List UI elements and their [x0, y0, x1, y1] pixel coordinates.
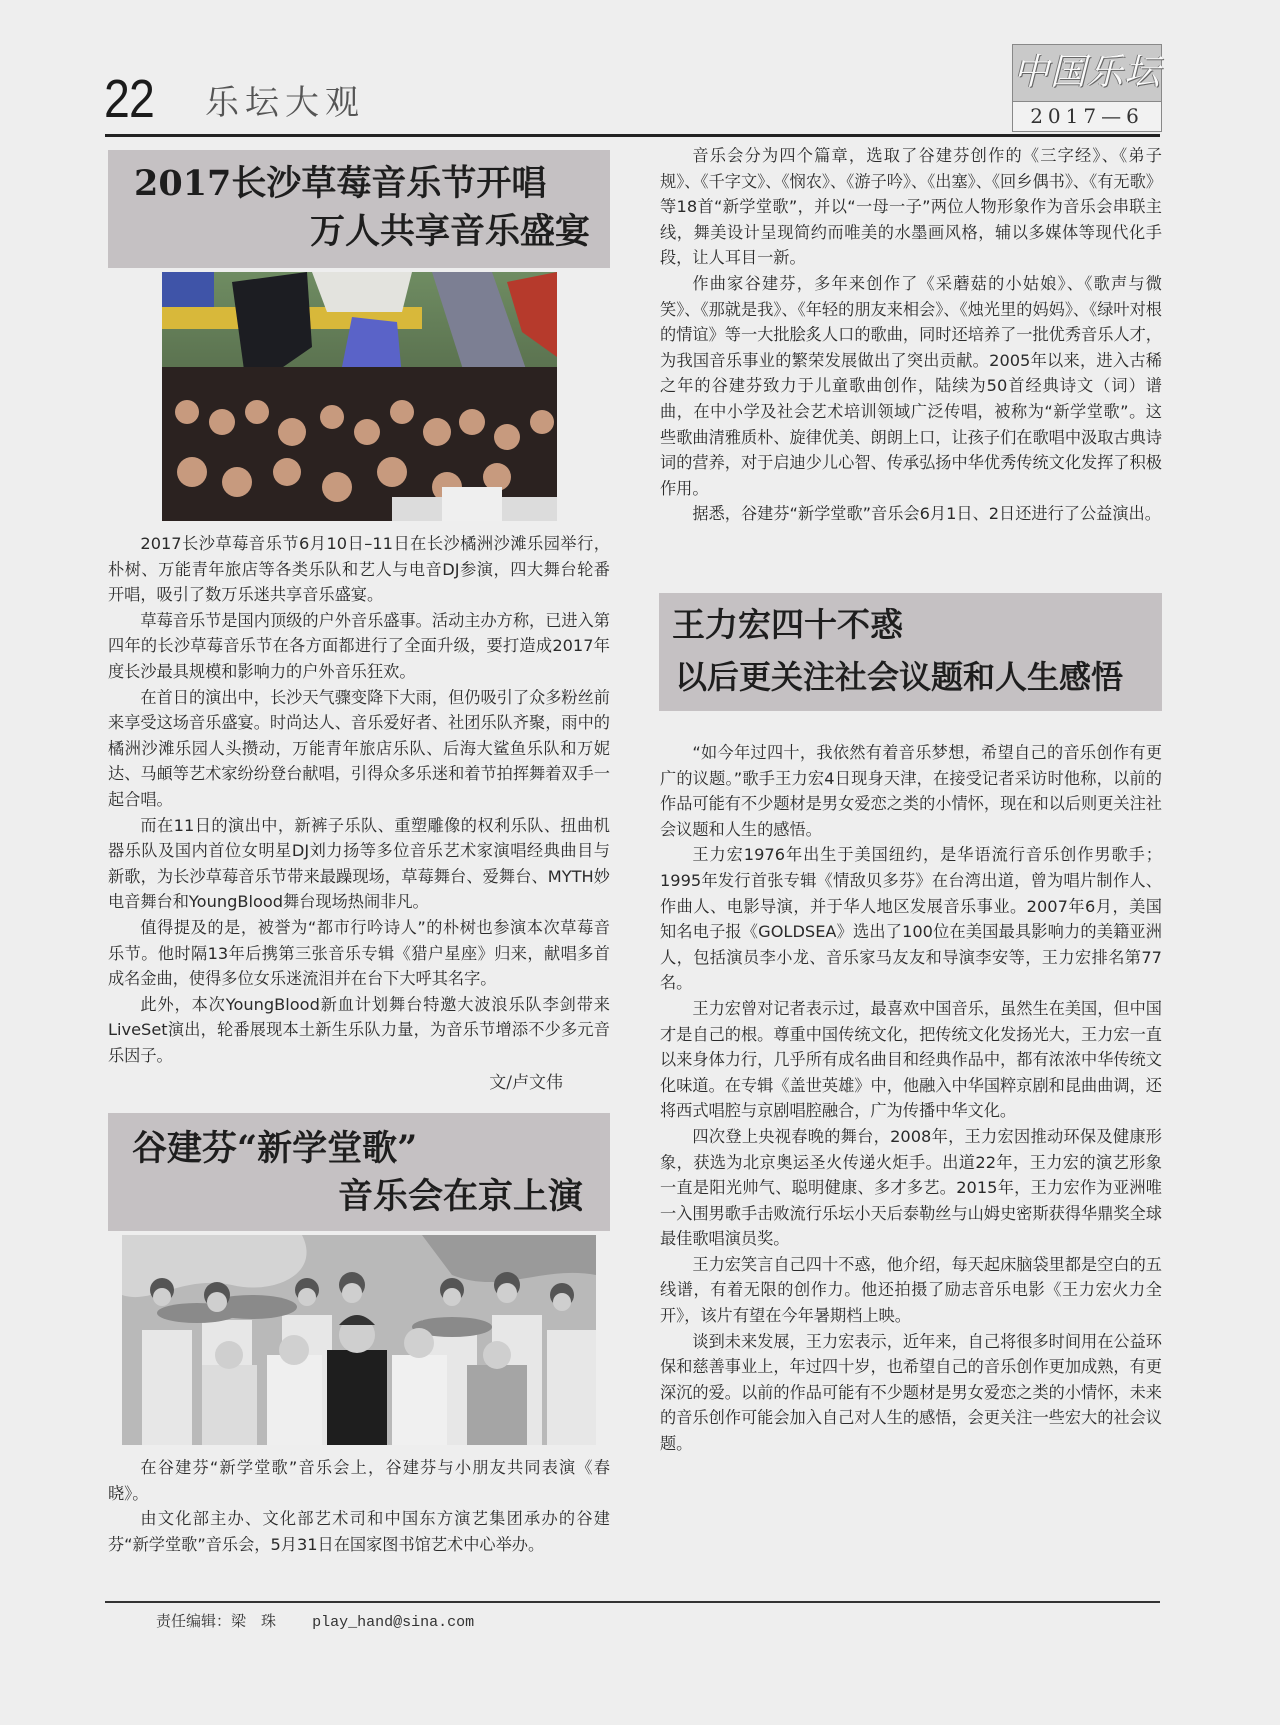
byline: 文/卢文伟 — [489, 1073, 563, 1093]
paragraph: 2017长沙草莓音乐节6月10日–11日在长沙橘洲沙滩乐园举行，朴树、万能青年旅店等各类乐队和艺人与电音DJ参演，四大舞台轮番开唱，吸引了数万乐迷共享音乐盛宴。 — [108, 534, 610, 605]
headline-line2: 音乐会在京上演 — [338, 1176, 584, 1217]
footer-rule — [105, 1601, 1160, 1603]
paragraph: 在首日的演出中，长沙天气骤变降下大雨，但仍吸引了众多粉丝前来享受这场音乐盛宴。时尚达人、音乐爱好者、社团乐队齐聚，雨中的橘洲沙滩乐园人头攒动，万能青年旅店乐队、后海大鲨鱼乐队和万妮达、马頔等艺术家纷纷登台献唱，引得众多乐迷和着节拍挥舞着双手一起合唱。 — [108, 687, 610, 809]
paragraph: 王力宏曾对记者表示过，最喜欢中国音乐，虽然生在美国，但中国才是自己的根。尊重中国传统文化，把传统文化发扬光大，王力宏一直以来身体力行，几乎所有成名曲目和经典作品中，都有浓浓中华传统文化味道。在专辑《盖世英雄》中，他融入中华国粹京剧和昆曲曲调，还将西式唱腔与京剧唱腔融合，广为传播中华文化。 — [660, 998, 1162, 1121]
headline-line2: 以后更关注社会议题和人生感悟 — [675, 658, 1124, 696]
paragraph: 据悉，谷建芬“新学堂歌”音乐会6月1日、2日还进行了公益演出。 — [692, 504, 1161, 524]
paragraph: 而在11日的演出中，新裤子乐队、重塑雕像的权利乐队、扭曲机器乐队及国内首位女明星DJ刘力扬等多位音乐艺术家演唱经典曲目与新歌，为长沙草莓音乐节带来最躁现场，草莓舞台、爱舞台、MYTH妙电音舞台和YoungBlood舞台现场热闹非凡。 — [108, 815, 610, 912]
headline-box-gu-jianfen — [108, 1113, 610, 1231]
paragraph: 值得提及的是，被誉为“都市行吟诗人”的朴树也参演本次草莓音乐节。他时隔13年后携第三张音乐专辑《猎户星座》归来，献唱多首成名金曲，使得多位女乐迷流泪并在台下大呼其名字。 — [108, 917, 610, 989]
concert-stage-photo — [122, 1235, 596, 1445]
paragraph: 草莓音乐节是国内顶级的户外音乐盛事。活动主办方称，已进入第四年的长沙草莓音乐节在各方面都进行了全面升级，要打造成2017年度长沙最具规模和影响力的户外音乐狂欢。 — [108, 610, 610, 681]
header-rule — [105, 134, 1160, 137]
paragraph: “如今年过四十，我依然有着音乐梦想，希望自己的音乐创作有更广的议题。”歌手王力宏4日现身天津，在接受记者采访时他称，以前的作品可能有不少题材是男女爱恋之类的小情怀，现在和以后则更关注社会议题和人生的感悟。 — [660, 743, 1162, 839]
article-body-strawberry — [108, 531, 610, 1068]
footer — [156, 1610, 474, 1631]
editor-label: 责任编辑：梁 珠 — [156, 1612, 277, 1630]
headline-line1: 2017长沙草莓音乐节开唱 — [134, 163, 547, 204]
headline-line1: 王力宏四十不惑 — [672, 605, 903, 644]
headline-box-strawberry — [108, 150, 610, 268]
article-body-gu-jianfen-right — [660, 143, 1162, 527]
headline-box-wang-leehom — [659, 593, 1162, 711]
paragraph: 音乐会分为四个篇章，选取了谷建芬创作的《三字经》、《弟子规》、《千字文》、《悯农》、《游子吟》、《出塞》、《回乡偶书》、《有无歌》等18首“新学堂歌”，并以“一母一子”两位人物形象作为音乐会串联主线，舞美设计呈现简约而唯美的水墨画风格，辅以多媒体等现代化手段，让人耳目一新。 — [660, 146, 1162, 268]
photo-caption: 在谷建芬“新学堂歌”音乐会上，谷建芬与小朋友共同表演《春晓》。 — [108, 1458, 610, 1503]
paragraph: 由文化部主办、文化部艺术司和中国东方演艺集团承办的谷建芬“新学堂歌”音乐会，5月31日在国家图书馆艺术中心举办。 — [108, 1509, 610, 1554]
editor-email[interactable]: play_hand@sina.com — [312, 1614, 475, 1631]
section-title: 乐坛大观 — [205, 83, 365, 123]
paragraph: 此外，本次YoungBlood新血计划舞台特邀大波浪乐队李剑带来LiveSet演出，轮番展现本土新生乐队力量，为音乐节增添不少多元音乐因子。 — [108, 994, 610, 1065]
paragraph: 谈到未来发展，王力宏表示，近年来，自己将很多时间用在公益环保和慈善事业上，年过四十岁，也希望自己的音乐创作更加成熟，有更深沉的爱。以前的作品可能有不少题材是男女爱恋之类的小情怀，未来的音乐创作可能会加入自己对人生的感悟，会更关注一些宏大的社会议题。 — [660, 1331, 1162, 1454]
issue-date: 2017—6 — [1030, 104, 1144, 128]
masthead-logo: 中国乐坛 — [1013, 45, 1161, 102]
article-body-gu-jianfen-left — [108, 1455, 610, 1557]
festival-crowd-photo — [162, 272, 557, 521]
paragraph: 王力宏1976年出生于美国纽约，是华语流行音乐创作男歌手；1995年发行首张专辑《情敌贝多芬》在台湾出道，曾为唱片制作人、作曲人、电影导演，并于华人地区发展音乐事业。2007年6月，美国知名电子报《GOLDSEA》选出了100位在美国最具影响力的美籍亚洲人，包括演员李小龙、音乐家马友友和导演李安等，王力宏排名第77名。 — [660, 845, 1162, 993]
headline-line1: 谷建芬“新学堂歌” — [132, 1128, 418, 1169]
stage-image-icon — [122, 1235, 596, 1445]
paragraph: 四次登上央视春晚的舞台，2008年，王力宏因推动环保及健康形象，获选为北京奥运圣火传递火炬手。出道22年，王力宏的演艺形象一直是阳光帅气、聪明健康、多才多艺。2015年，王力宏作为亚洲唯一入围男歌手击败流行乐坛小天后泰勒丝与山姆史密斯获得华鼎奖全球最佳歌唱演员奖。 — [660, 1126, 1162, 1249]
page-number: 22 — [104, 69, 154, 129]
paragraph: 作曲家谷建芬，多年来创作了《采蘑菇的小姑娘》、《歌声与微笑》、《那就是我》、《年轻的朋友来相会》、《烛光里的妈妈》、《绿叶对根的情谊》等一大批脍炙人口的歌曲，同时还培养了一批优秀音乐人才，为我国音乐事业的繁荣发展做出了突出贡献。2005年以来，进入古稀之年的谷建芬致力于儿童歌曲创作，陆续为50首经典诗文（词）谱曲，在中小学及社会艺术培训领域广泛传唱，被称为“新学堂歌”。这些歌曲清雅质朴、旋律优美、朗朗上口，让孩子们在歌唱中汲取古典诗词的营养，对于启迪少儿心智、传承弘扬中华优秀传统文化发挥了积极作用。 — [660, 273, 1162, 498]
masthead — [1012, 44, 1162, 132]
crowd-image-icon — [162, 272, 557, 521]
headline-line2: 万人共享音乐盛宴 — [310, 211, 591, 252]
article-body-wang-leehom — [660, 740, 1162, 1457]
paragraph: 王力宏笑言自己四十不惑，他介绍，每天起床脑袋里都是空白的五线谱，有着无限的创作力。他还拍摄了励志音乐电影《王力宏火力全开》，该片有望在今年暑期档上映。 — [660, 1254, 1162, 1326]
